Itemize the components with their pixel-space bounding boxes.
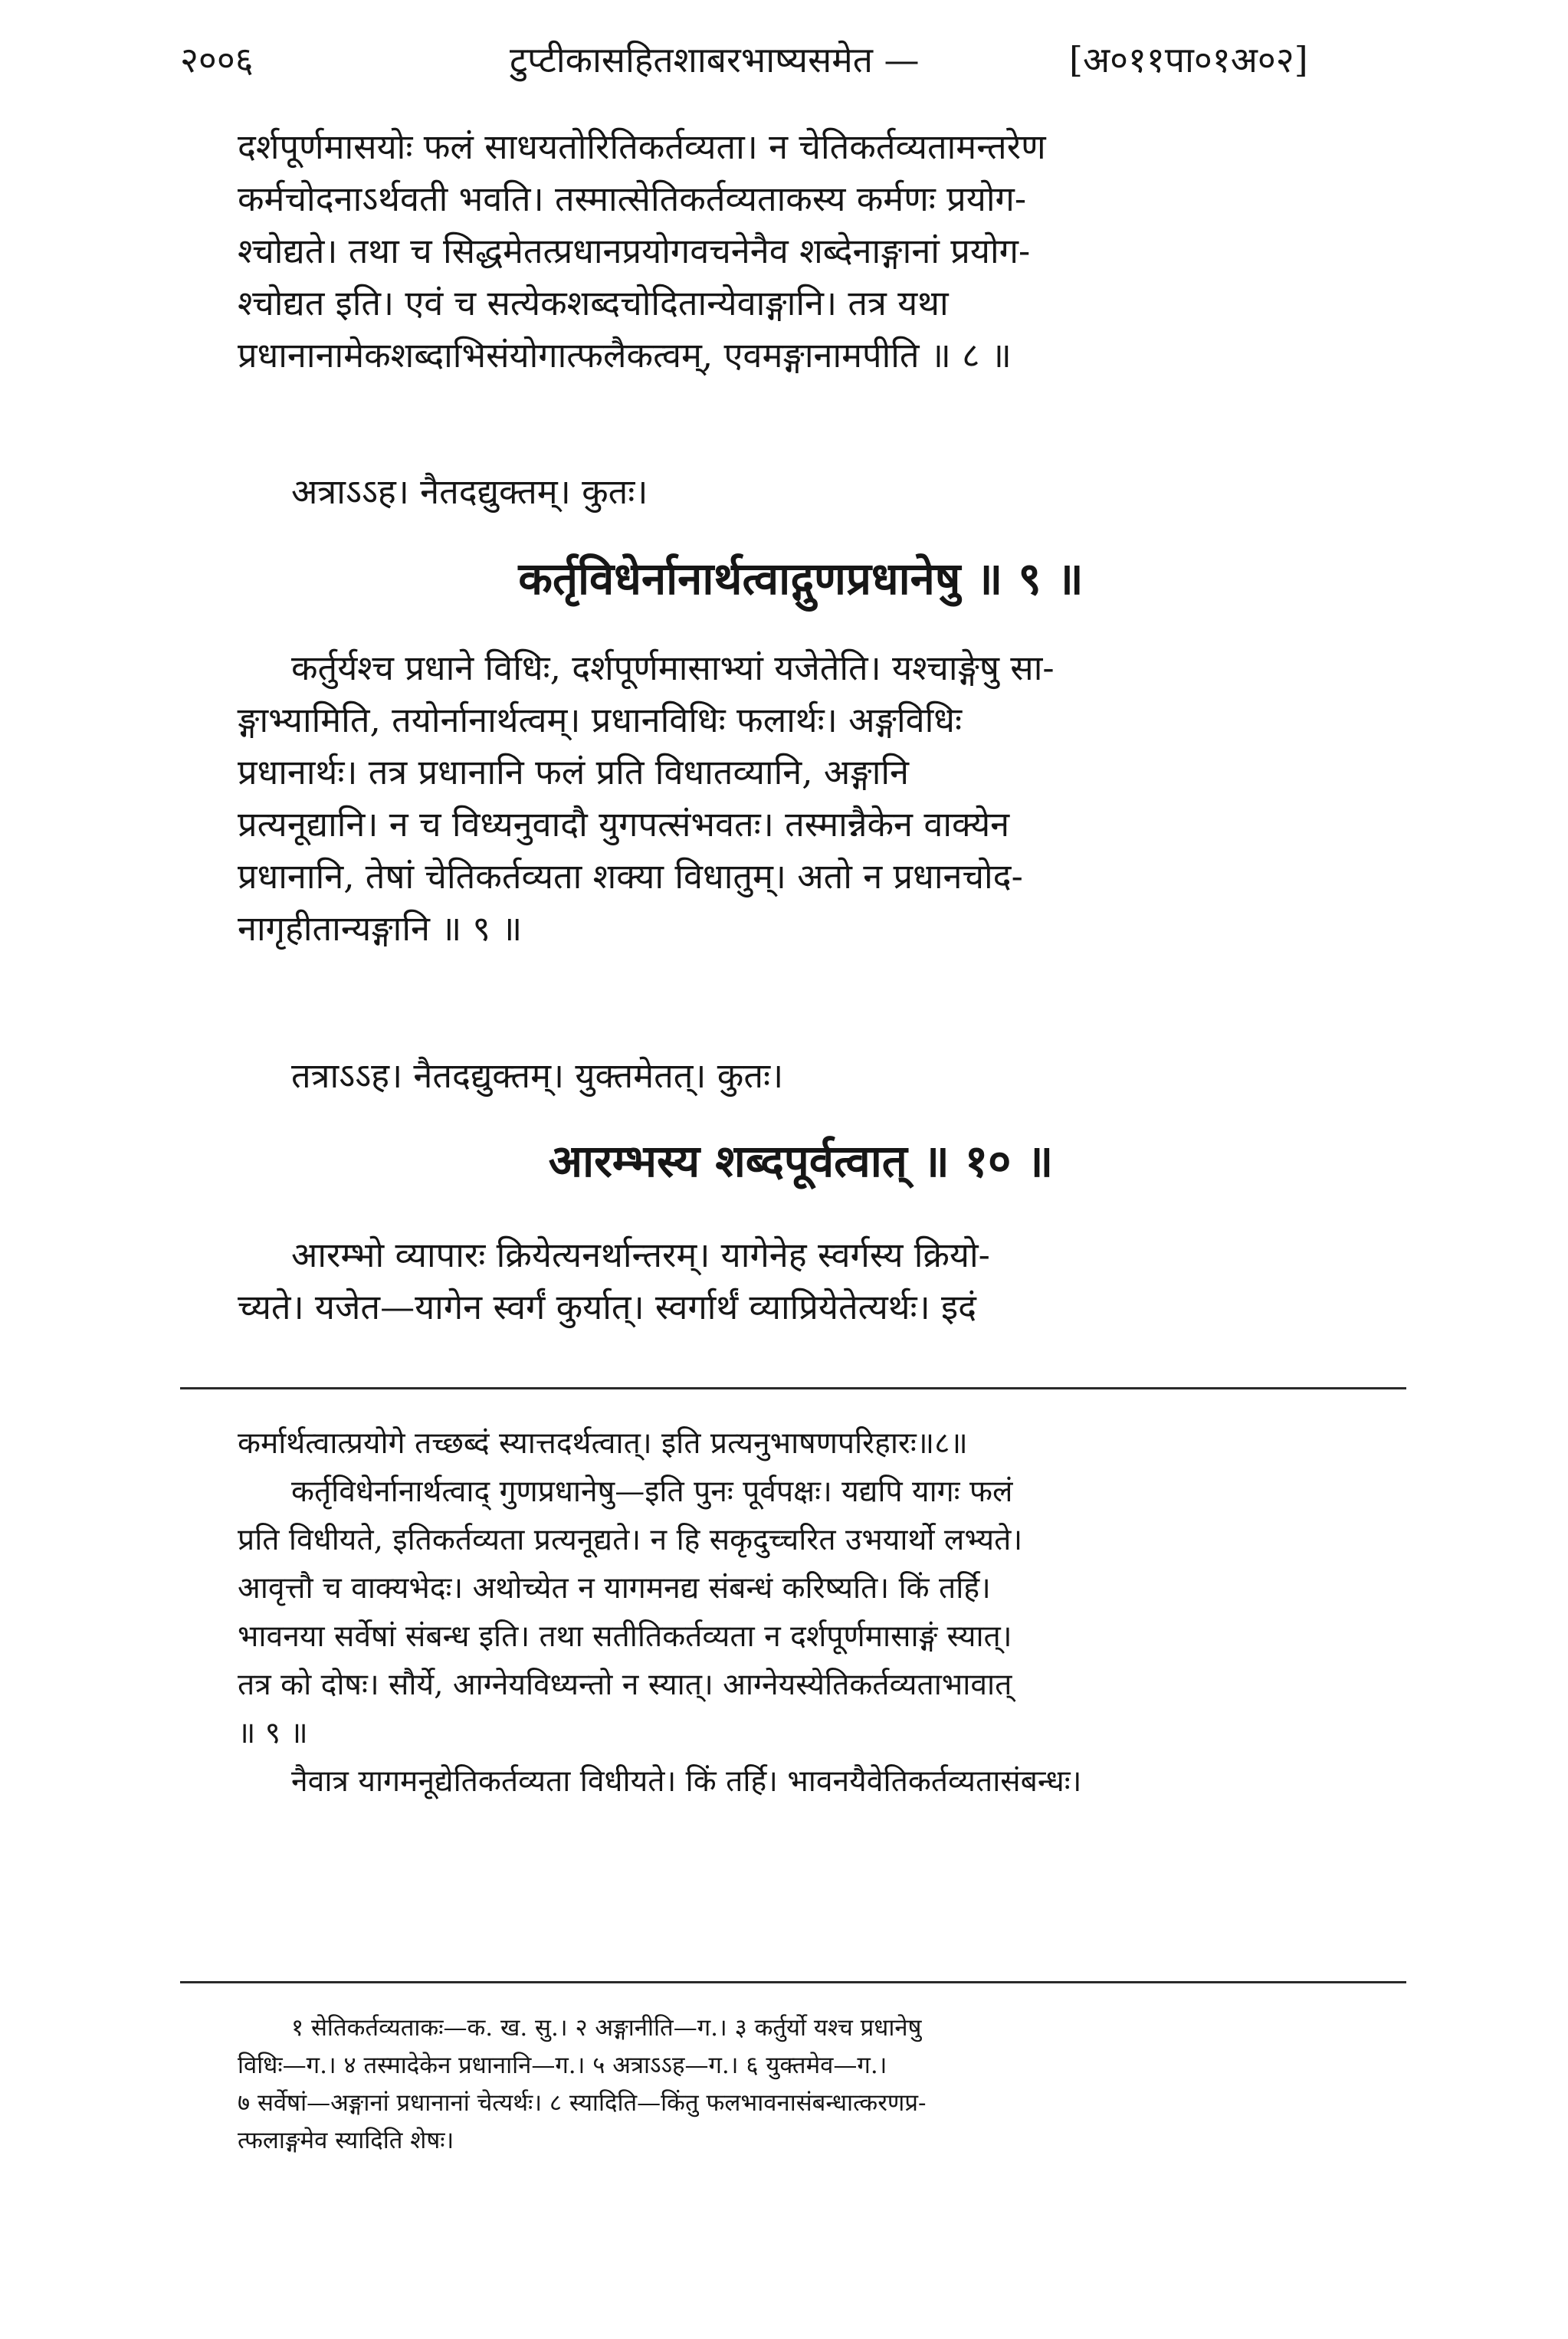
text-line: प्रधानानामेकशब्दाभिसंयोगात्फलैकत्वम्, एवमङ्गानामपीति ॥ ८ ॥ [238, 335, 1012, 376]
commentary-line: आवृत्तौ च वाक्यभेदः। अथोच्येत न यागमनद्य संबन्धं करिष्यति। किं तर्हि। [238, 1571, 991, 1606]
main-paragraph-1 [238, 121, 1395, 382]
page-number: २००६ [180, 39, 254, 80]
text-line: दर्शपूर्णमासयोः फलं साधयतोरितिकर्तव्यता। न चेतिकर्तव्यतामन्तरेण [238, 126, 1046, 167]
footnote-divider [180, 1981, 1406, 1983]
footnote-line: ७ सर्वेषां—अङ्गानां प्रधानानां चेत्यर्थः। ८ स्यादिति—किंतु फलभावनासंबन्धात्करणप्र- [238, 2089, 927, 2117]
text-line: प्रत्यनूद्यानि। न च विध्यनुवादौ युगपत्संभवतः। तस्मान्नैकेन वाक्येन [238, 804, 1010, 845]
commentary-line: कर्तृविधेर्नानार्थत्वाद् गुणप्रधानेषु—इति पुनः पूर्वपक्षः। यद्यपि यागः फलं [291, 1475, 1013, 1509]
intro-line-1: अत्राऽऽह। नैतदद्युक्तम्। कुतः। [291, 471, 648, 512]
text-line: ङ्गाभ्यामिति, तयोर्नानार्थत्वम्। प्रधानविधिः फलार्थः। अङ्गविधिः [238, 700, 963, 740]
commentary-line: कर्मार्थत्वात्प्रयोगे तच्छब्दं स्यात्तदर्थत्वात्। इति प्रत्यनुभाषणपरिहारः॥८॥ [238, 1426, 968, 1461]
page-header [180, 29, 1422, 90]
commentary-line: प्रति विधीयते, इतिकर्तव्यता प्रत्यनूद्यते। न हि सकृदुच्चरित उभयार्थो लभ्यते। [238, 1523, 1023, 1557]
footnote-line: त्फलाङ्गमेव स्यादिति शेषः। [238, 2127, 454, 2154]
text-line: आरम्भो व्यापारः क्रियेत्यनर्थान्तरम्। यागेनेह स्वर्गस्य क्रियो- [291, 1235, 990, 1275]
text-line: श्चोद्यते। तथा च सिद्धमेतत्प्रधानप्रयोगवचनेनैव शब्देनाङ्गानां प्रयोग- [238, 231, 1031, 271]
text-line: प्रधानार्थः। तत्र प्रधानानि फलं प्रति विधातव्यानि, अङ्गानि [238, 752, 909, 792]
sutra-10: आरम्भस्य शब्दपूर्वत्वात् ॥ १० ॥ [548, 1135, 1054, 1187]
running-title: टुप्टीकासहितशाबरभाष्यसमेत — [510, 39, 920, 80]
commentary-block [238, 1419, 1395, 1806]
text-line: नागृहीतान्यङ्गानि ॥ ९ ॥ [238, 908, 523, 949]
footnotes-block [238, 2009, 1395, 2160]
main-paragraph-2 [238, 642, 1395, 955]
intro-line-2: तत्राऽऽह। नैतदद्युक्तम्। युक्तमेतत्। कुतः। [291, 1055, 784, 1096]
text-line: कर्मचोदनाऽर्थवती भवति। तस्मात्सेतिकर्तव्यताकस्य कर्मणः प्रयोग- [238, 179, 1027, 219]
text-line: प्रधानानि, तेषां चेतिकर्तव्यता शक्या विधातुम्। अतो न प्रधानचोद- [238, 856, 1023, 897]
sutra-9: कर्तृविधेर्नानार्थत्वाद्गुणप्रधानेषु ॥ ९ ॥ [518, 553, 1084, 605]
commentary-divider [180, 1387, 1406, 1389]
commentary-line: भावनया सर्वेषां संबन्ध इति। तथा सतीतिकर्तव्यता न दर्शपूर्णमासाङ्गं स्यात्। [238, 1619, 1012, 1654]
footnote-line: १ सेतिकर्तव्यताकः—क. ख. सु.। २ अङ्गानीति—ग.। ३ कर्तुर्यो यश्च प्रधानेषु [291, 2014, 922, 2042]
text-line: श्चोद्यत इति। एवं च सत्येकशब्दचोदितान्येवाङ्गानि। तत्र यथा [238, 283, 949, 323]
commentary-line: तत्र को दोषः। सौर्ये, आग्नेयविध्यन्तो न स्यात्। आग्नेयस्येतिकर्तव्यताभावात् [238, 1668, 1012, 1702]
section-reference: [अ०११पा०१अ०२] [1069, 39, 1308, 80]
commentary-line: नैवात्र यागमनूद्येतिकर्तव्यता विधीयते। किं तर्हि। भावनयैवेतिकर्तव्यतासंबन्धः। [291, 1764, 1082, 1799]
footnote-line: विधिः—ग.। ४ तस्मादेकेन प्रधानानि—ग.। ५ अत्राऽऽह—ग.। ६ युक्तमेव—ग.। [238, 2052, 887, 2079]
main-paragraph-3 [238, 1229, 1395, 1334]
text-line: च्यते। यजेत—यागेन स्वर्गं कुर्यात्। स्वर्गार्थं व्याप्रियेतेत्यर्थः। इदं [238, 1287, 977, 1327]
commentary-line: ॥ ९ ॥ [238, 1716, 308, 1750]
text-line: कर्तुर्यश्च प्रधाने विधिः, दर्शपूर्णमासाभ्यां यजेतेति। यश्चाङ्गेषु सा- [291, 648, 1055, 688]
